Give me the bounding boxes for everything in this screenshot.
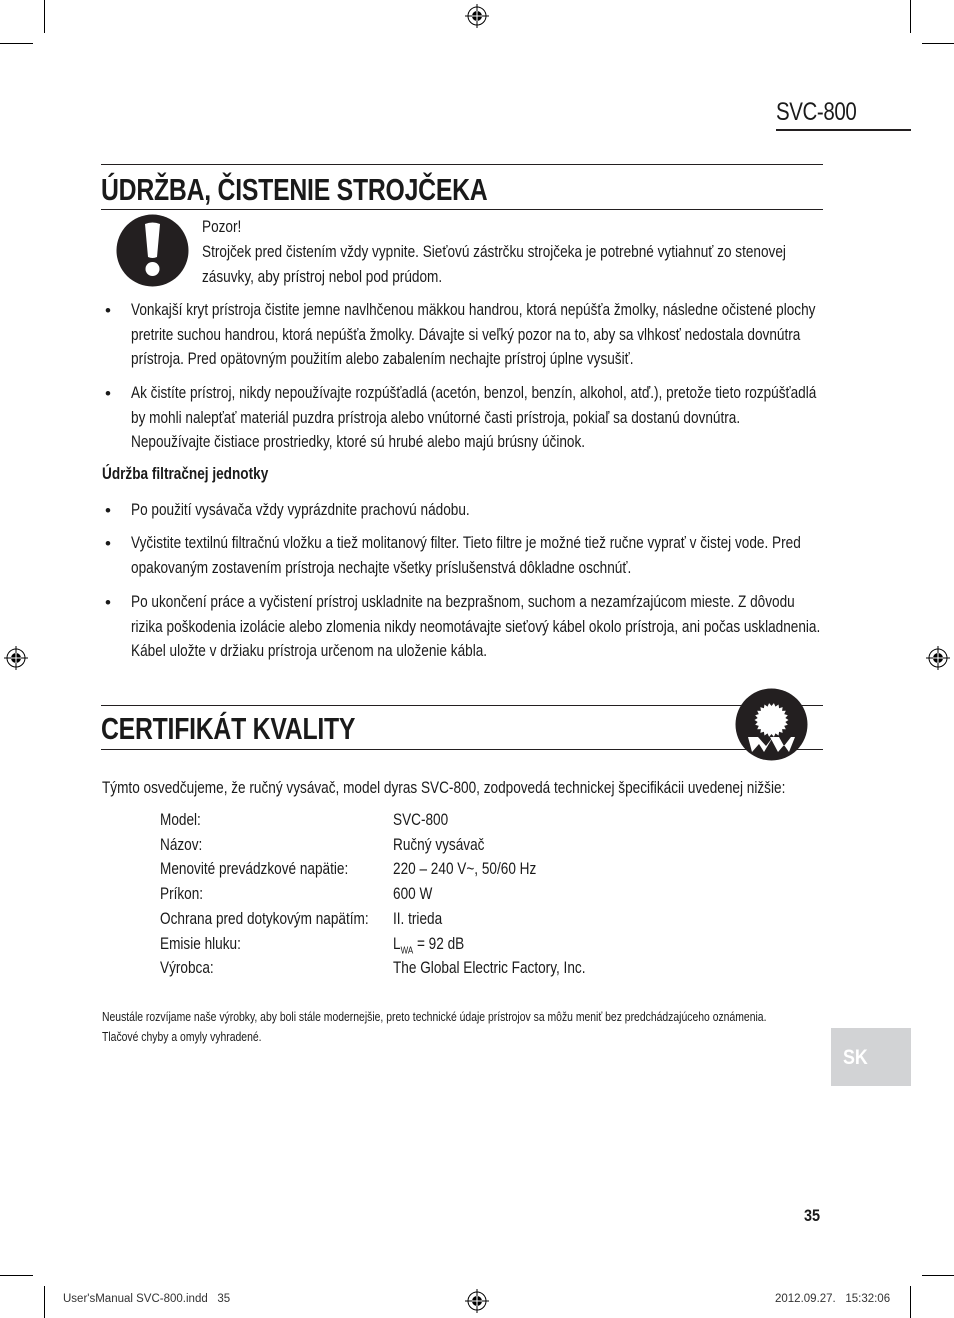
- crop-mark: [922, 1275, 954, 1276]
- section-rule-bottom: [101, 749, 823, 750]
- spec-value: 600 W: [393, 884, 433, 903]
- registration-mark-icon: [465, 1289, 489, 1313]
- noise-value: = 92 dB: [413, 934, 465, 953]
- crop-mark: [44, 1286, 45, 1318]
- crop-mark: [0, 43, 33, 44]
- spec-label: Ochrana pred dotykovým napätím:: [160, 909, 369, 928]
- slug-datetime: 2012.09.27. 15:32:06: [775, 1293, 891, 1305]
- list-item: Po ukončení práce a vyčistení prístroj uskladnite na bezprašnom, suchom a nezamŕzajúcom mieste. Z dôvodu rizika poškodenia izolácie alebo zlomenia nikdy neomotávajte sieťový kábel okolo prístroja, ani počas uskladnenia. Kábel uložte v držiaku prístroja určenom na uloženie kábla.: [131, 592, 821, 660]
- spec-label: Výrobca:: [160, 958, 214, 977]
- language-tab-label: SK: [843, 1046, 868, 1069]
- spec-label: Menovité prevádzkové napätie:: [160, 859, 349, 878]
- registration-mark-icon: [465, 4, 489, 28]
- crop-mark: [44, 0, 45, 33]
- spec-label: Emisie hluku:: [160, 934, 241, 953]
- bullet-marker: •: [105, 534, 111, 553]
- warning-text: Strojček pred čistením vždy vypnite. Sieťovú zástrčku strojčeka je potrebné vytiahnuť zo stenovej zásuvky, aby prístroj nebol pod prúdom.: [202, 242, 786, 286]
- bullet-marker: •: [105, 593, 111, 612]
- warning-title: Pozor!: [202, 217, 242, 236]
- bullet-marker: •: [105, 301, 111, 320]
- spec-value: II. trieda: [393, 909, 443, 928]
- exclamation-icon: [116, 214, 189, 287]
- quality-rosette-icon: [735, 688, 808, 761]
- spec-value: The Global Electric Factory, Inc.: [393, 958, 586, 977]
- noise-symbol: L: [393, 934, 401, 953]
- spec-label: Príkon:: [160, 884, 204, 903]
- section-title-maintenance: ÚDRŽBA, ČISTENIE STROJČEKA: [101, 172, 488, 207]
- spec-label: Model:: [160, 810, 201, 829]
- list-item: Ak čistíte prístroj, nikdy nepoužívajte rozpúšťadlá (acetón, benzol, benzín, alkohol, atď.), pretože tieto rozpúšťadlá by mohli nalepťať materiál puzdra prístroja alebo vnútorné časti prístroja, pokiaľ sa dostanú dovnútra. Nepoužívajte čistiace prostriedky, ktoré sú hrubé alebo majú brúsny účinok.: [131, 383, 817, 451]
- crop-mark: [910, 1286, 911, 1318]
- section-rule-top: [101, 164, 823, 165]
- model-code: SVC-800: [776, 98, 857, 126]
- model-code-rule: [776, 129, 911, 131]
- spec-value: 220 – 240 V~, 50/60 Hz: [393, 859, 537, 878]
- bullet-marker: •: [105, 384, 111, 403]
- section-rule-top: [101, 705, 823, 706]
- section-title-certificate: CERTIFIKÁT KVALITY: [101, 711, 356, 746]
- list-item: Vonkajší kryt prístroja čistite jemne navlhčenou mäkkou handrou, ktorá nepúšťa žmolky, následne očistené plochy pretrite suchou handrou, ktorá nepúšťa žmolky. Dávajte si veľký pozor na to, aby sa vlhkosť nedostala dovnútra prístroja. Pred opätovným použitím alebo zabalením nechajte prístroj úplne vysušiť.: [131, 300, 816, 368]
- registration-mark-icon: [926, 646, 950, 670]
- section-rule-bottom: [101, 209, 823, 210]
- registration-mark-icon: [4, 646, 28, 670]
- certificate-intro: Týmto osvedčujeme, že ručný vysávač, model dyras SVC-800, zodpovedá technickej špecifikácii uvedenej nižšie:: [102, 778, 786, 797]
- disclaimer: Neustále rozvíjame naše výrobky, aby boli stále modernejšie, preto technické údaje prístrojov sa môžu meniť bez predchádzajúceho oznámenia. Tlačové chyby a omyly vyhradené.: [102, 1009, 767, 1044]
- spec-value: SVC-800: [393, 810, 449, 829]
- bullet-marker: •: [105, 501, 111, 520]
- slug-file: User'sManual SVC-800.indd 35: [63, 1293, 231, 1305]
- list-item: Vyčistite textilnú filtračnú vložku a tiež molitanový filter. Tieto filtre je možné tiež ručne vyprať v čistej vode. Pred opakovaným zostavením prístroja nechajte všetky príslušenstvá dôkladne oschnúť.: [131, 533, 801, 577]
- crop-mark: [922, 43, 954, 44]
- language-tab: [831, 1028, 911, 1086]
- noise-subscript: WA: [400, 945, 414, 957]
- subheading-filter: Údržba filtračnej jednotky: [102, 464, 269, 483]
- list-item: Po použití vysávača vždy vyprázdnite prachovú nádobu.: [131, 500, 470, 519]
- spec-value-noise: [393, 934, 464, 956]
- spec-value: Ručný vysávač: [393, 835, 485, 854]
- spec-label: Názov:: [160, 835, 203, 854]
- crop-mark: [910, 0, 911, 33]
- crop-mark: [0, 1275, 33, 1276]
- page-number: 35: [804, 1206, 821, 1225]
